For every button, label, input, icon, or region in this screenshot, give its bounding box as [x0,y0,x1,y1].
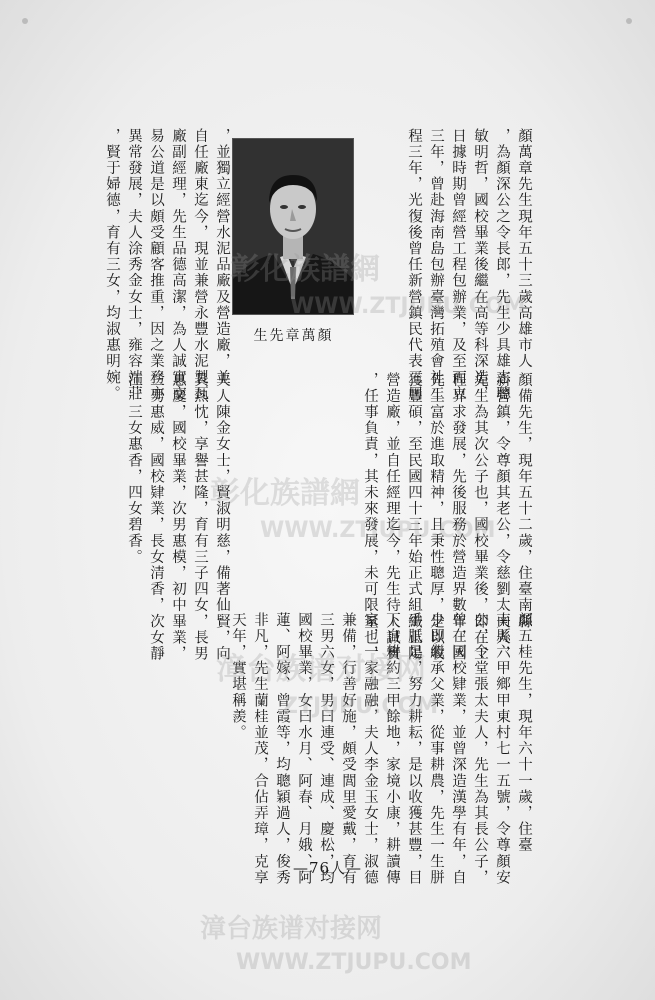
text-column: 兼備，行善好施，頗受閭里愛戴，育有 [340,612,356,886]
text-column: 江，三女惠香，四女碧香。 [126,372,142,566]
text-column: 具熱忱，享譽甚隆，育有三子四女，長男 [192,372,208,662]
watermark-url: WWW.ZTJUPU.COM [260,518,496,543]
text-column: 家，一家融融，夫人李金玉女士，淑德 [362,612,378,886]
text-column: 手胝足，努力耕耘，是以收獲甚豐，目 [406,612,422,886]
text-column: 三年，曾赴海南島包辦臺灣拓殖會社工 [428,128,444,402]
text-column: 曾在國校肄業，並曾深造漢學有年，自 [450,612,466,886]
portrait-photo [232,138,354,315]
watermark-text: 漳台族谱对接网 [216,652,426,687]
text-column: 三男惠威，國校肄業，長女清香，次女靜 [148,372,164,662]
text-column: 下自耕約三甲餘地，家境小康，耕讀傳 [384,612,400,886]
watermark-text: 彰化族譜網 [230,252,380,287]
text-column: 公，令堂張太夫人，先生為其長公子， [472,612,488,886]
text-column: 非凡，先生蘭桂並茂，合佔弄璋，克享 [252,612,268,886]
text-column: 先生富於進取精神，且秉性聰厚，是以收 [428,372,444,662]
scan-dot [626,18,632,24]
text-column: 惠慶，國校畢業，次男惠模，初中畢業， [170,372,186,662]
text-column: 夫人陳金女士，賢淑明慈，備著仙賢，向 [214,372,230,662]
text-column: 三男六女，男曰連受、連成、慶松，均 [318,612,334,886]
text-column: 顏萬章先生現年五十三歲高雄市人 [516,128,532,370]
watermark-url: ZTJUPU.COM [282,694,439,719]
text-column: 新營鎮，令尊顏其老公，令慈劉太夫人， [494,372,510,662]
text-column: 自任廠東迄今，現並兼營永豐水泥製瓦 [192,128,208,402]
text-column: 獲豐碩，至民國四十三年始正式組織正陽 [406,372,422,662]
text-column: 天年，實堪稱羨。 [230,612,246,741]
text-column: ，並獨立經營水泥品廠及營造廠，並 [214,128,230,386]
text-column: 程三年，光復後曾任新營鎮民代表三屆 [406,128,422,402]
text-column: 廠副經理，先生品德高潔，為人誠實交 [170,128,186,402]
text-column: 敏明哲，國校畢業後繼在高等科深造， [472,128,488,402]
text-column: 日據時期曾經營工程包辦業，及至而立 [450,128,466,402]
text-column: 顏備先生，現年五十二歲，住臺南縣 [516,372,532,630]
photo-caption: 生先章萬顏 [253,328,334,344]
watermark-url: WWW.ZTJUPU.COM [236,950,472,975]
text-column: 國校畢業，女曰水月、阿春、月娥、阿 [296,612,312,886]
text-column: ，為顏深公之令長郎，先生少具雄志聰 [494,128,510,402]
watermark-text: 漳台族谱对接网 [200,914,383,944]
text-column: 先生為其次公子也，國校畢業後，即在工 [472,372,488,662]
text-column: 營造廠，並自任經理迄今，先生待人誠實 [384,372,400,662]
text-column: 蓮、阿嫁、曾霞等，均聰穎過人，俊秀 [274,612,290,886]
watermark-text: 彰化族譜網 [210,476,360,511]
text-column: 易公道是以頗受顧客推重，因之業務亦 [148,128,164,402]
text-column: ，任事負責，其未來發展，未可限量也， [362,372,378,662]
text-column: 顏五桂先生，現年六十一歲，住臺 [516,612,532,854]
watermark-url: WWW.ZTJUPU.COM [290,294,526,319]
page-number: —76人— [292,859,363,877]
text-column: 少即繼承父業，從事耕農，先生一生胼 [428,612,444,886]
text-column: 南縣六甲鄉甲東村七一五號，令尊顏安 [494,612,510,886]
text-column: ，賢于婦德，育有三女，均淑惠明婉。 [104,128,120,402]
scan-dot [22,18,28,24]
text-column: 異常發展，夫人涂秀金女士，雍容端莊 [126,128,142,402]
text-column: 程界求發展，先後服務於營造界數年，因 [450,372,466,662]
